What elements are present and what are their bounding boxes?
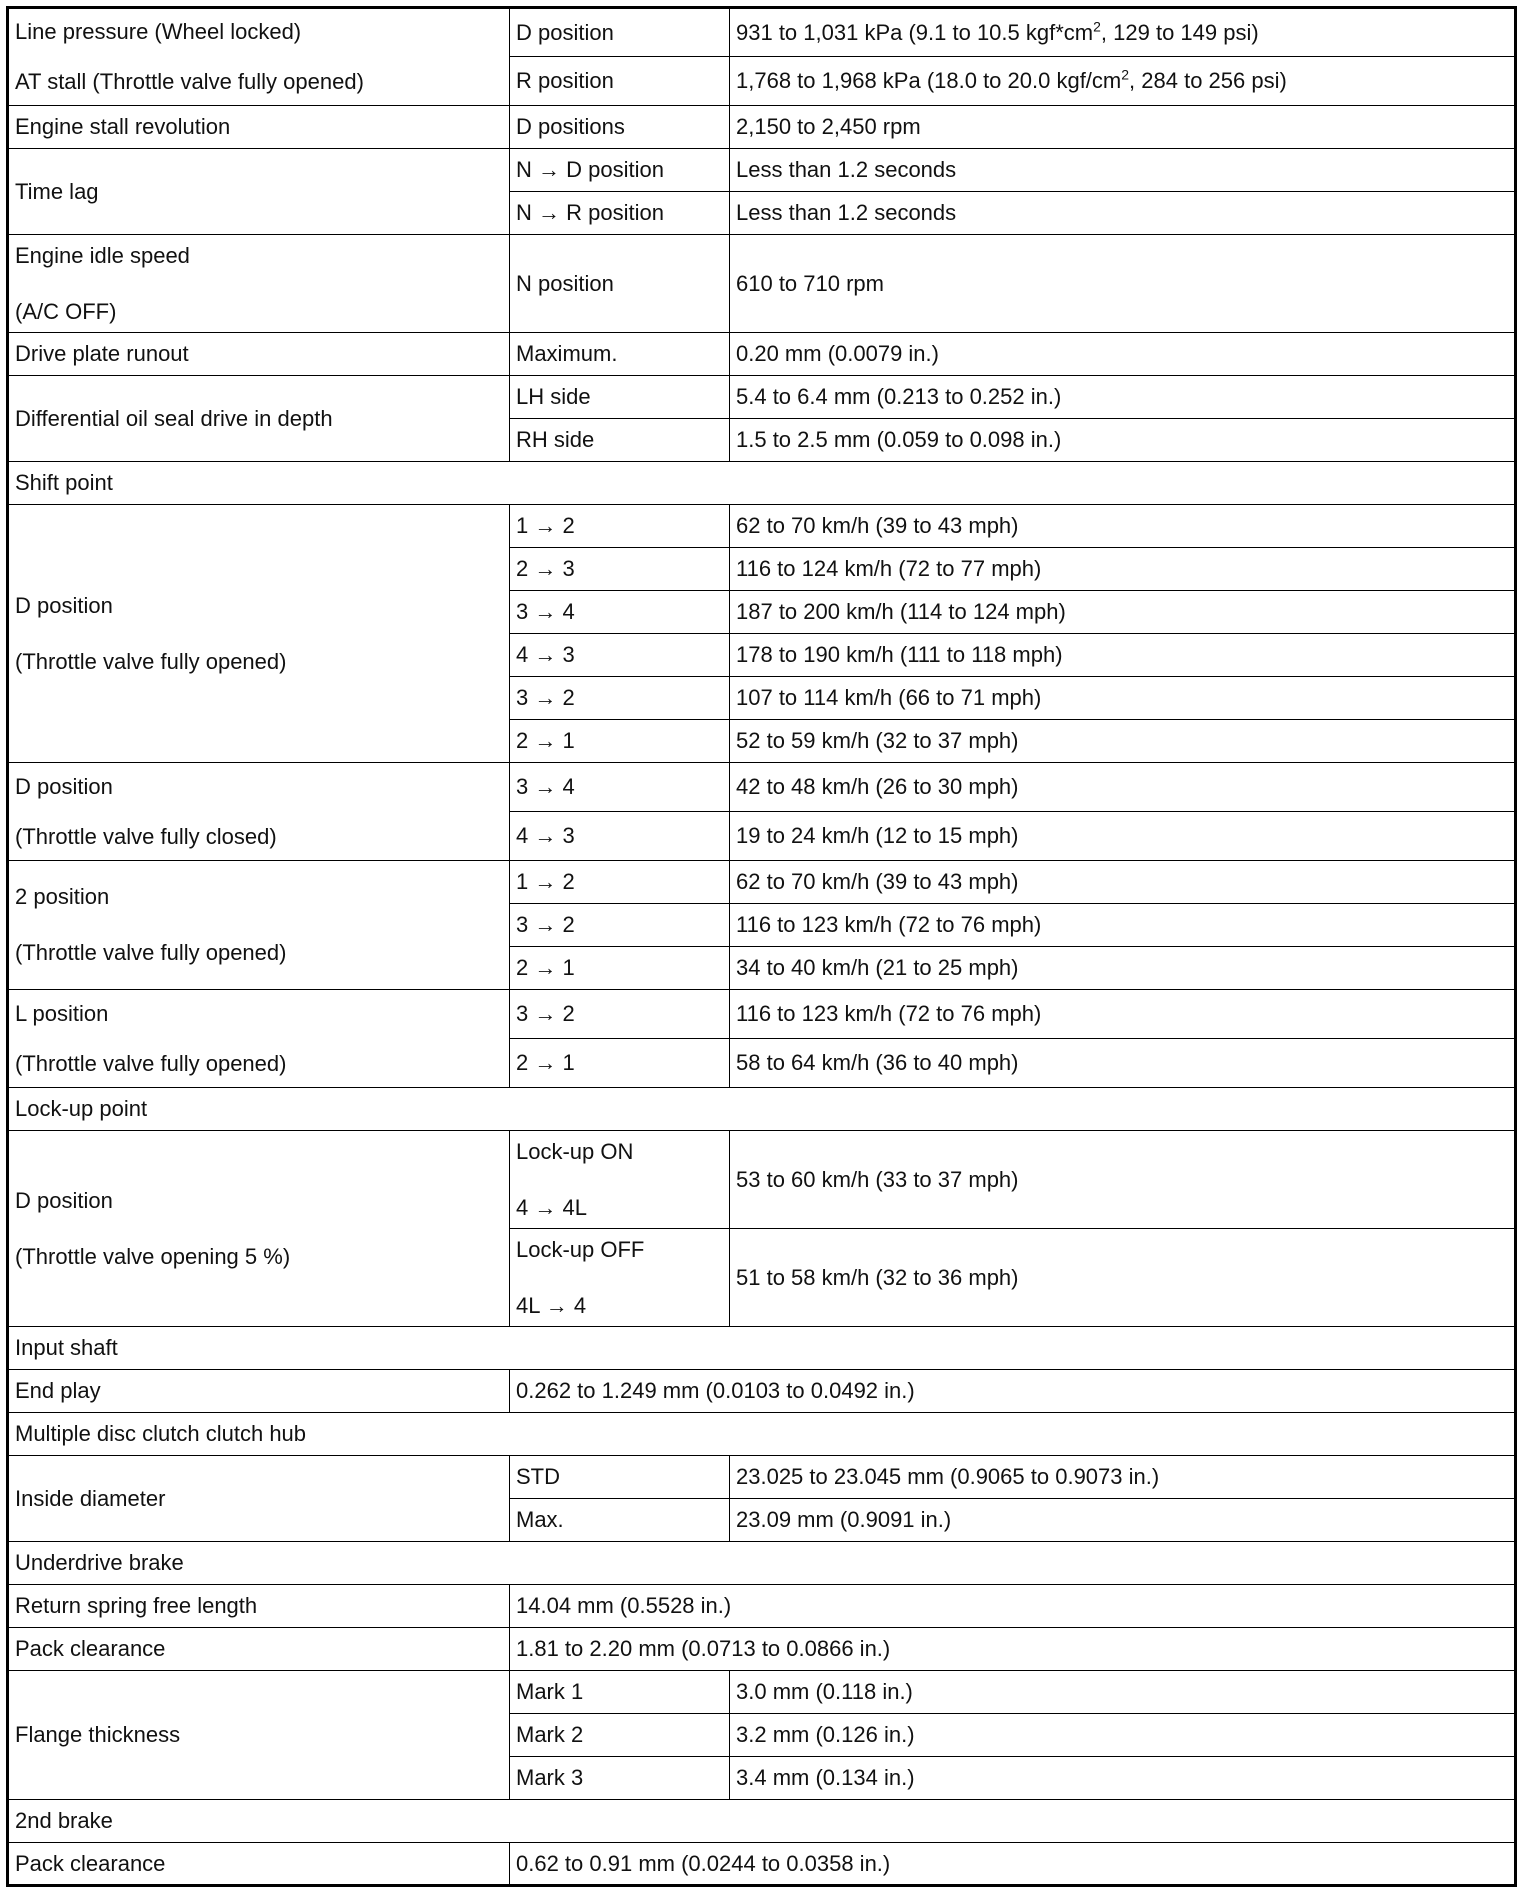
- value-cell: 51 to 58 km/h (32 to 36 mph): [730, 1229, 1516, 1327]
- position-cell: D positions: [510, 106, 730, 149]
- position-cell: 1 → 2: [510, 505, 730, 548]
- value-cell: 1.5 to 2.5 mm (0.059 to 0.098 in.): [730, 419, 1516, 462]
- position-cell: RH side: [510, 419, 730, 462]
- position-cell: 3 → 2: [510, 904, 730, 947]
- value-cell: 0.262 to 1.249 mm (0.0103 to 0.0492 in.): [510, 1370, 1516, 1413]
- shift-d-open-label: D position (Throttle valve fully opened): [8, 505, 510, 763]
- value-cell: Less than 1.2 seconds: [730, 192, 1516, 235]
- value-cell: 19 to 24 km/h (12 to 15 mph): [730, 812, 1516, 861]
- shift-2-open-label: 2 position (Throttle valve fully opened): [8, 861, 510, 990]
- position-cell: 2 → 1: [510, 720, 730, 763]
- row-label: Flange thickness: [8, 1671, 510, 1800]
- specification-table: [6, 6, 1517, 1887]
- position-cell: Mark 3: [510, 1757, 730, 1800]
- position-cell: 4 → 3: [510, 812, 730, 861]
- position-cell: LH side: [510, 376, 730, 419]
- section-header-underdrive-brake: Underdrive brake: [8, 1542, 1516, 1585]
- value-cell: 58 to 64 km/h (36 to 40 mph): [730, 1039, 1516, 1088]
- position-cell: STD: [510, 1456, 730, 1499]
- row-label: Inside diameter: [8, 1456, 510, 1542]
- section-header-shift-point: Shift point: [8, 462, 1516, 505]
- value-cell: 62 to 70 km/h (39 to 43 mph): [730, 505, 1516, 548]
- row-label: Differential oil seal drive in depth: [8, 376, 510, 462]
- row-label: End play: [8, 1370, 510, 1413]
- value-cell: 0.62 to 0.91 mm (0.0244 to 0.0358 in.): [510, 1843, 1516, 1886]
- value-cell: 1.81 to 2.20 mm (0.0713 to 0.0866 in.): [510, 1628, 1516, 1671]
- value-cell: 931 to 1,031 kPa (9.1 to 10.5 $kgf*cm^2$, 129 to 149 psi): [730, 8, 1516, 57]
- position-cell: 2 → 1: [510, 947, 730, 990]
- idle-speed-label: Engine idle speed (A/C OFF): [8, 235, 510, 333]
- value-cell: 3.0 mm (0.118 in.): [730, 1671, 1516, 1714]
- shift-d-closed-label: D position (Throttle valve fully closed): [8, 763, 510, 861]
- position-cell: N → D position: [510, 149, 730, 192]
- position-cell: 2 → 1: [510, 1039, 730, 1088]
- row-label: Time lag: [8, 149, 510, 235]
- position-cell: 1 → 2: [510, 861, 730, 904]
- position-cell: 3 → 4: [510, 763, 730, 812]
- lockup-on-cell: Lock-up ON 4 → 4L: [510, 1131, 730, 1229]
- value-cell: 116 to 124 km/h (72 to 77 mph): [730, 548, 1516, 591]
- value-cell: 1,768 to 1,968 kPa (18.0 to 20.0 kgf/$cm^2$, 284 to 256 psi): [730, 57, 1516, 106]
- row-label: Pack clearance: [8, 1628, 510, 1671]
- value-cell: 2,150 to 2,450 rpm: [730, 106, 1516, 149]
- value-cell: 23.025 to 23.045 mm (0.9065 to 0.9073 in.): [730, 1456, 1516, 1499]
- section-header-lock-up-point: Lock-up point: [8, 1088, 1516, 1131]
- row-label: Return spring free length: [8, 1585, 510, 1628]
- value-cell: 107 to 114 km/h (66 to 71 mph): [730, 677, 1516, 720]
- position-cell: 4 → 3: [510, 634, 730, 677]
- section-header-input-shaft: Input shaft: [8, 1327, 1516, 1370]
- position-cell: Max.: [510, 1499, 730, 1542]
- value-cell: 3.4 mm (0.134 in.): [730, 1757, 1516, 1800]
- value-cell: 52 to 59 km/h (32 to 37 mph): [730, 720, 1516, 763]
- value-cell: 187 to 200 km/h (114 to 124 mph): [730, 591, 1516, 634]
- position-cell: 3 → 2: [510, 677, 730, 720]
- value-cell: 23.09 mm (0.9091 in.): [730, 1499, 1516, 1542]
- position-cell: Mark 2: [510, 1714, 730, 1757]
- value-cell: 34 to 40 km/h (21 to 25 mph): [730, 947, 1516, 990]
- value-cell: 610 to 710 rpm: [730, 235, 1516, 333]
- value-cell: 14.04 mm (0.5528 in.): [510, 1585, 1516, 1628]
- position-cell: 3 → 2: [510, 990, 730, 1039]
- lockup-d-label: D position (Throttle valve opening 5 %): [8, 1131, 510, 1327]
- position-cell: D position: [510, 8, 730, 57]
- value-cell: 42 to 48 km/h (26 to 30 mph): [730, 763, 1516, 812]
- value-cell: 116 to 123 km/h (72 to 76 mph): [730, 990, 1516, 1039]
- row-label: Drive plate runout: [8, 333, 510, 376]
- position-cell: Maximum.: [510, 333, 730, 376]
- row-label: Engine stall revolution: [8, 106, 510, 149]
- position-cell: 2 → 3: [510, 548, 730, 591]
- value-cell: Less than 1.2 seconds: [730, 149, 1516, 192]
- position-cell: 3 → 4: [510, 591, 730, 634]
- position-cell: N → R position: [510, 192, 730, 235]
- section-header-2nd-brake: 2nd brake: [8, 1800, 1516, 1843]
- value-cell: 62 to 70 km/h (39 to 43 mph): [730, 861, 1516, 904]
- position-cell: Mark 1: [510, 1671, 730, 1714]
- position-cell: N position: [510, 235, 730, 333]
- position-cell: R position: [510, 57, 730, 106]
- value-cell: 116 to 123 km/h (72 to 76 mph): [730, 904, 1516, 947]
- section-header-clutch-hub: Multiple disc clutch clutch hub: [8, 1413, 1516, 1456]
- value-cell: 3.2 mm (0.126 in.): [730, 1714, 1516, 1757]
- value-cell: 178 to 190 km/h (111 to 118 mph): [730, 634, 1516, 677]
- value-cell: 0.20 mm (0.0079 in.): [730, 333, 1516, 376]
- shift-l-open-label: L position (Throttle valve fully opened): [8, 990, 510, 1088]
- value-cell: 5.4 to 6.4 mm (0.213 to 0.252 in.): [730, 376, 1516, 419]
- line-pressure-label: Line pressure (Wheel locked) AT stall (Throttle valve fully opened): [8, 8, 510, 106]
- lockup-off-cell: Lock-up OFF 4L → 4: [510, 1229, 730, 1327]
- row-label: Pack clearance: [8, 1843, 510, 1886]
- value-cell: 53 to 60 km/h (33 to 37 mph): [730, 1131, 1516, 1229]
